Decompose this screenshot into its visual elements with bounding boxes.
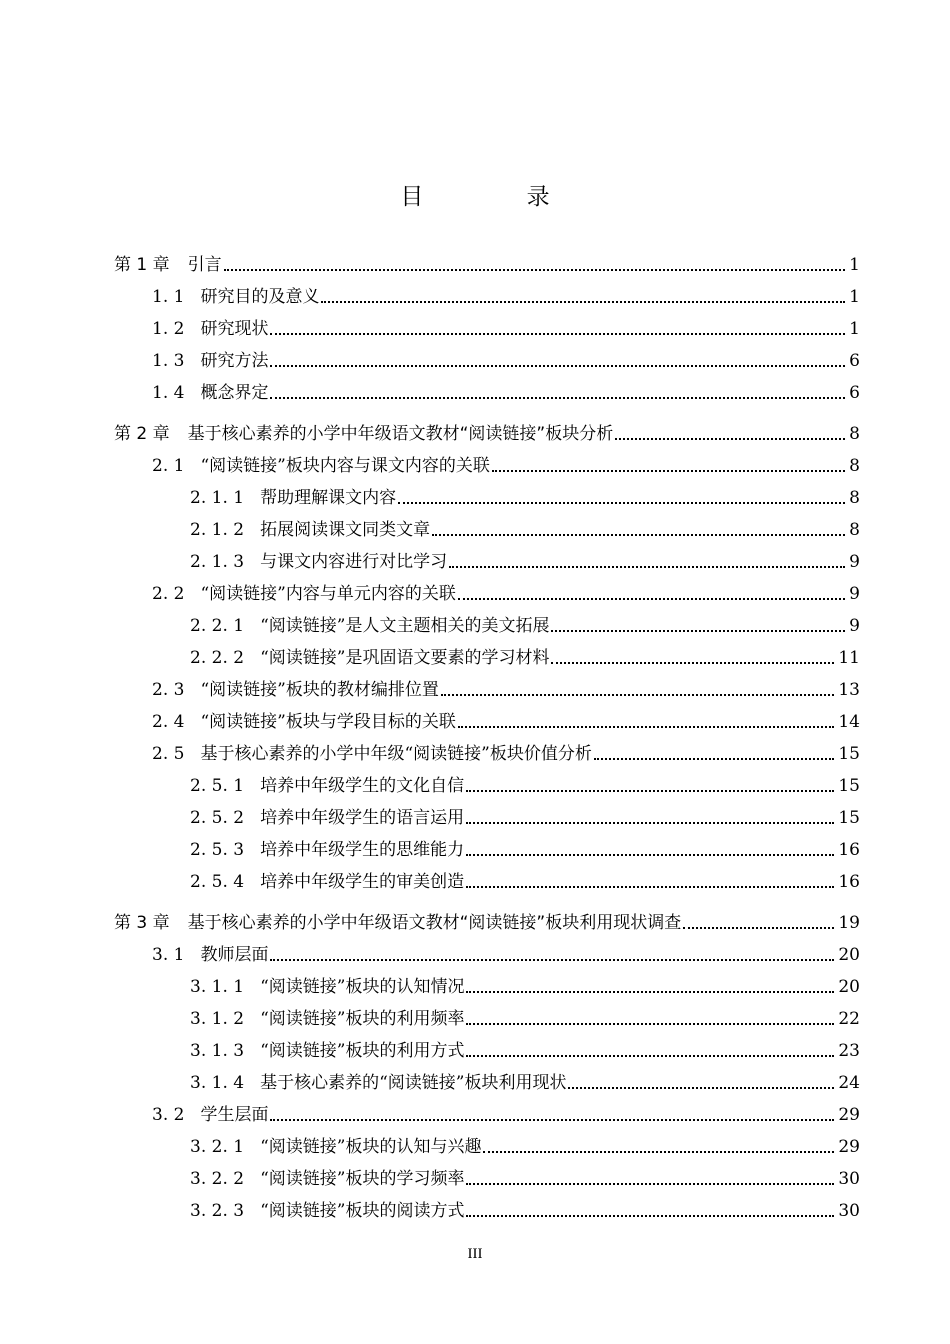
toc-entry-label: “阅读链接”内容与单元内容的关联 — [200, 584, 456, 604]
toc-subsection-entry[interactable] — [190, 1160, 860, 1190]
toc-section-entry[interactable] — [152, 278, 860, 308]
toc-subsection-entry[interactable] — [190, 968, 860, 998]
toc-entry-number: 3. 1. 3 — [190, 1041, 245, 1061]
toc-subsection-entry[interactable] — [190, 1192, 860, 1222]
toc-entry-text — [190, 839, 464, 861]
toc-subsection-entry[interactable] — [190, 767, 860, 797]
toc-entry-label: 引言 — [187, 255, 222, 275]
toc-entry-number: 2. 2 — [152, 584, 185, 604]
toc-entry-page: 8 — [849, 424, 860, 444]
toc-entry-page: 30 — [838, 1201, 860, 1221]
toc-entry-number: 1. 3 — [152, 351, 185, 371]
dot-leader — [270, 332, 845, 335]
toc-entry-page: 9 — [849, 584, 860, 604]
toc-entry-number: 2. 5. 1 — [190, 776, 245, 796]
dot-leader — [551, 661, 834, 664]
dot-leader — [321, 300, 845, 303]
toc-entry-text — [190, 1008, 464, 1030]
dot-leader — [270, 1118, 834, 1121]
toc-entry-text — [190, 551, 447, 573]
toc-entry-page: 6 — [849, 383, 860, 403]
toc-entry-page: 24 — [838, 1073, 860, 1093]
dot-leader — [615, 437, 845, 440]
toc-entry-number: 3. 1 — [152, 945, 185, 965]
toc-subsection-entry[interactable] — [190, 1032, 860, 1062]
toc-entry-page: 8 — [849, 488, 860, 508]
toc-entry-text — [114, 912, 681, 934]
toc-entry-page: 6 — [849, 351, 860, 371]
dot-leader — [483, 1150, 834, 1153]
toc-entry-number: 2. 5. 4 — [190, 872, 245, 892]
toc-entry-number: 3. 1. 1 — [190, 977, 245, 997]
toc-entry-text — [190, 647, 549, 669]
toc-chapter-entry[interactable] — [114, 415, 860, 445]
dot-leader — [568, 1086, 834, 1089]
toc-entry-number: 第 1 章 — [114, 255, 170, 275]
toc-entry-text — [152, 944, 268, 966]
toc-entry-label: 概念界定 — [200, 383, 269, 403]
toc-entry-number: 3. 1. 2 — [190, 1009, 245, 1029]
toc-entry-label: 基于核心素养的小学中年级语文教材“阅读链接”板块利用现状调查 — [187, 913, 682, 933]
toc-entry-label: 基于核心素养的小学中年级“阅读链接”板块价值分析 — [200, 744, 592, 764]
toc-entry-label: “阅读链接”板块的认知情况 — [260, 977, 465, 997]
toc-entry-page: 15 — [838, 776, 860, 796]
toc-entry-page: 16 — [838, 840, 860, 860]
toc-entry-text — [152, 1104, 268, 1126]
toc-entry-number: 3. 2. 3 — [190, 1201, 245, 1221]
dot-leader — [466, 853, 834, 856]
toc-entry-label: 与课文内容进行对比学习 — [260, 552, 448, 572]
toc-entry-text — [152, 318, 268, 340]
toc-entry-page: 1 — [849, 287, 860, 307]
toc-section-entry[interactable] — [152, 1096, 860, 1126]
toc-entry-label: “阅读链接”板块的认知与兴趣 — [260, 1137, 482, 1157]
toc-entry-number: 2. 2. 2 — [190, 648, 245, 668]
toc-entry-page: 20 — [838, 977, 860, 997]
toc-entry-page: 23 — [838, 1041, 860, 1061]
toc-entry-text — [190, 1168, 464, 1190]
toc-subsection-entry[interactable] — [190, 607, 860, 637]
toc-entry-text — [190, 871, 464, 893]
toc-entry-label: “阅读链接”板块内容与课文内容的关联 — [200, 456, 490, 476]
toc-entry-label: 培养中年级学生的思维能力 — [260, 840, 465, 860]
dot-leader — [466, 1214, 834, 1217]
toc-subsection-entry[interactable] — [190, 479, 860, 509]
toc-subsection-entry[interactable] — [190, 1000, 860, 1030]
dot-leader — [270, 396, 845, 399]
toc-entry-text — [152, 286, 319, 308]
dot-leader — [466, 885, 834, 888]
toc-entry-text — [190, 487, 396, 509]
toc-entry-label: 研究方法 — [200, 351, 269, 371]
toc-entry-text — [152, 679, 439, 701]
toc-entry-number: 2. 5. 2 — [190, 808, 245, 828]
toc-entry-label: 研究现状 — [200, 319, 269, 339]
toc-entry-label: 培养中年级学生的语言运用 — [260, 808, 465, 828]
dot-leader — [466, 990, 834, 993]
toc-section-entry[interactable] — [152, 735, 860, 765]
dot-leader — [270, 364, 845, 367]
toc-entry-page: 1 — [849, 255, 860, 275]
toc-entry-text — [190, 615, 549, 637]
toc-entry-page: 30 — [838, 1169, 860, 1189]
toc-entry-number: 2. 1. 1 — [190, 488, 245, 508]
toc-entry-page: 15 — [838, 744, 860, 764]
toc-entry-label: 拓展阅读课文同类文章 — [260, 520, 431, 540]
toc-entry-number: 1. 4 — [152, 383, 185, 403]
toc-entry-page: 8 — [849, 520, 860, 540]
toc-entry-number: 第 2 章 — [114, 424, 170, 444]
dot-leader — [594, 757, 835, 760]
toc-entry-number: 2. 3 — [152, 680, 185, 700]
toc-entry-page: 9 — [849, 552, 860, 572]
toc-entry-number: 3. 2. 1 — [190, 1137, 245, 1157]
toc-entry-number: 3. 2 — [152, 1105, 185, 1125]
toc-entry-text — [190, 1136, 481, 1158]
toc-entry-text — [152, 711, 456, 733]
toc-section-entry[interactable] — [152, 936, 860, 966]
toc-section-entry[interactable] — [152, 703, 860, 733]
toc-entry-page: 11 — [838, 648, 860, 668]
dot-leader — [432, 533, 845, 536]
toc-entry-number: 2. 1. 2 — [190, 520, 245, 540]
toc-chapter-entry[interactable] — [114, 246, 860, 276]
toc-subsection-entry[interactable] — [190, 1128, 860, 1158]
toc-entry-text — [190, 519, 430, 541]
page-number-footer: III — [467, 1246, 483, 1262]
toc-entry-number: 3. 1. 4 — [190, 1073, 245, 1093]
dot-leader — [458, 725, 835, 728]
dot-leader — [492, 469, 845, 472]
toc-section-entry[interactable] — [152, 575, 860, 605]
toc-entry-number: 2. 2. 1 — [190, 616, 245, 636]
toc-entry-label: 培养中年级学生的审美创造 — [260, 872, 465, 892]
toc-entry-text — [152, 743, 592, 765]
dot-leader — [466, 821, 834, 824]
dot-leader — [449, 565, 845, 568]
toc-section-entry[interactable] — [152, 671, 860, 701]
toc-entry-page: 14 — [838, 712, 860, 732]
toc-entry-page: 1 — [849, 319, 860, 339]
toc-entry-page: 22 — [838, 1009, 860, 1029]
dot-leader — [551, 629, 845, 632]
toc-section-entry[interactable] — [152, 342, 860, 372]
toc-entry-number: 3. 2. 2 — [190, 1169, 245, 1189]
toc-entry-label: “阅读链接”是巩固语文要素的学习材料 — [260, 648, 550, 668]
toc-subsection-entry[interactable] — [190, 543, 860, 573]
toc-entry-label: 教师层面 — [200, 945, 269, 965]
dot-leader — [270, 958, 834, 961]
toc-entry-page: 20 — [838, 945, 860, 965]
toc-subsection-entry[interactable] — [190, 639, 860, 669]
toc-entry-number: 2. 5 — [152, 744, 185, 764]
toc-entry-text — [190, 1072, 566, 1094]
toc-entry-label: 培养中年级学生的文化自信 — [260, 776, 465, 796]
toc-entry-label: “阅读链接”板块与学段目标的关联 — [200, 712, 456, 732]
toc-entry-label: 基于核心素养的小学中年级语文教材“阅读链接”板块分析 — [187, 424, 614, 444]
toc-subsection-entry[interactable] — [190, 863, 860, 893]
toc-section-entry[interactable] — [152, 374, 860, 404]
toc-entry-text — [114, 423, 613, 445]
toc-subsection-entry[interactable] — [190, 799, 860, 829]
toc-chapter-entry[interactable] — [114, 904, 860, 934]
dot-leader — [466, 1022, 834, 1025]
toc-entry-label: 学生层面 — [200, 1105, 269, 1125]
toc-entry-text — [152, 350, 268, 372]
toc-entry-label: 基于核心素养的“阅读链接”板块利用现状 — [260, 1073, 567, 1093]
toc-entry-label: 帮助理解课文内容 — [260, 488, 397, 508]
toc-entry-page: 8 — [849, 456, 860, 476]
toc-entry-text — [190, 807, 464, 829]
toc-entry-page: 16 — [838, 872, 860, 892]
dot-leader — [398, 501, 845, 504]
toc-entry-number: 2. 4 — [152, 712, 185, 732]
toc-entry-page: 15 — [838, 808, 860, 828]
toc-entry-label: “阅读链接”是人文主题相关的美文拓展 — [260, 616, 550, 636]
toc-entry-page: 9 — [849, 616, 860, 636]
toc-entry-number: 2. 5. 3 — [190, 840, 245, 860]
toc-entry-label: “阅读链接”板块的利用频率 — [260, 1009, 465, 1029]
toc-entry-number: 1. 1 — [152, 287, 185, 307]
toc-entry-text — [190, 1040, 464, 1062]
toc-entry-page: 29 — [838, 1105, 860, 1125]
toc-entry-text — [114, 254, 222, 276]
toc-entry-number: 第 3 章 — [114, 913, 170, 933]
toc-entry-page: 13 — [838, 680, 860, 700]
toc-entry-text — [152, 455, 490, 477]
toc-entry-text — [152, 382, 268, 404]
toc-entry-page: 19 — [838, 913, 860, 933]
dot-leader — [224, 268, 846, 271]
dot-leader — [458, 597, 845, 600]
toc-entry-label: “阅读链接”板块的学习频率 — [260, 1169, 465, 1189]
toc-entry-label: “阅读链接”板块的教材编排位置 — [200, 680, 439, 700]
toc-subsection-entry[interactable] — [190, 831, 860, 861]
toc-section-entry[interactable] — [152, 310, 860, 340]
dot-leader — [683, 926, 834, 929]
dot-leader — [466, 1054, 834, 1057]
toc-subsection-entry[interactable] — [190, 1064, 860, 1094]
toc-subsection-entry[interactable] — [190, 511, 860, 541]
toc-section-entry[interactable] — [152, 447, 860, 477]
toc-entry-label: “阅读链接”板块的阅读方式 — [260, 1201, 465, 1221]
toc-entry-label: 研究目的及意义 — [200, 287, 320, 307]
dot-leader — [466, 1182, 834, 1185]
dot-leader — [466, 789, 834, 792]
toc-entry-label: “阅读链接”板块的利用方式 — [260, 1041, 465, 1061]
toc-entry-text — [190, 1200, 464, 1222]
toc-entry-text — [190, 976, 464, 998]
toc-entry-number: 1. 2 — [152, 319, 185, 339]
toc-entry-text — [190, 775, 464, 797]
toc-entry-number: 2. 1 — [152, 456, 185, 476]
toc-entry-number: 2. 1. 3 — [190, 552, 245, 572]
toc-entry-page: 29 — [838, 1137, 860, 1157]
dot-leader — [441, 693, 835, 696]
page-title: 目 录 — [400, 184, 598, 210]
toc-entry-text — [152, 583, 456, 605]
